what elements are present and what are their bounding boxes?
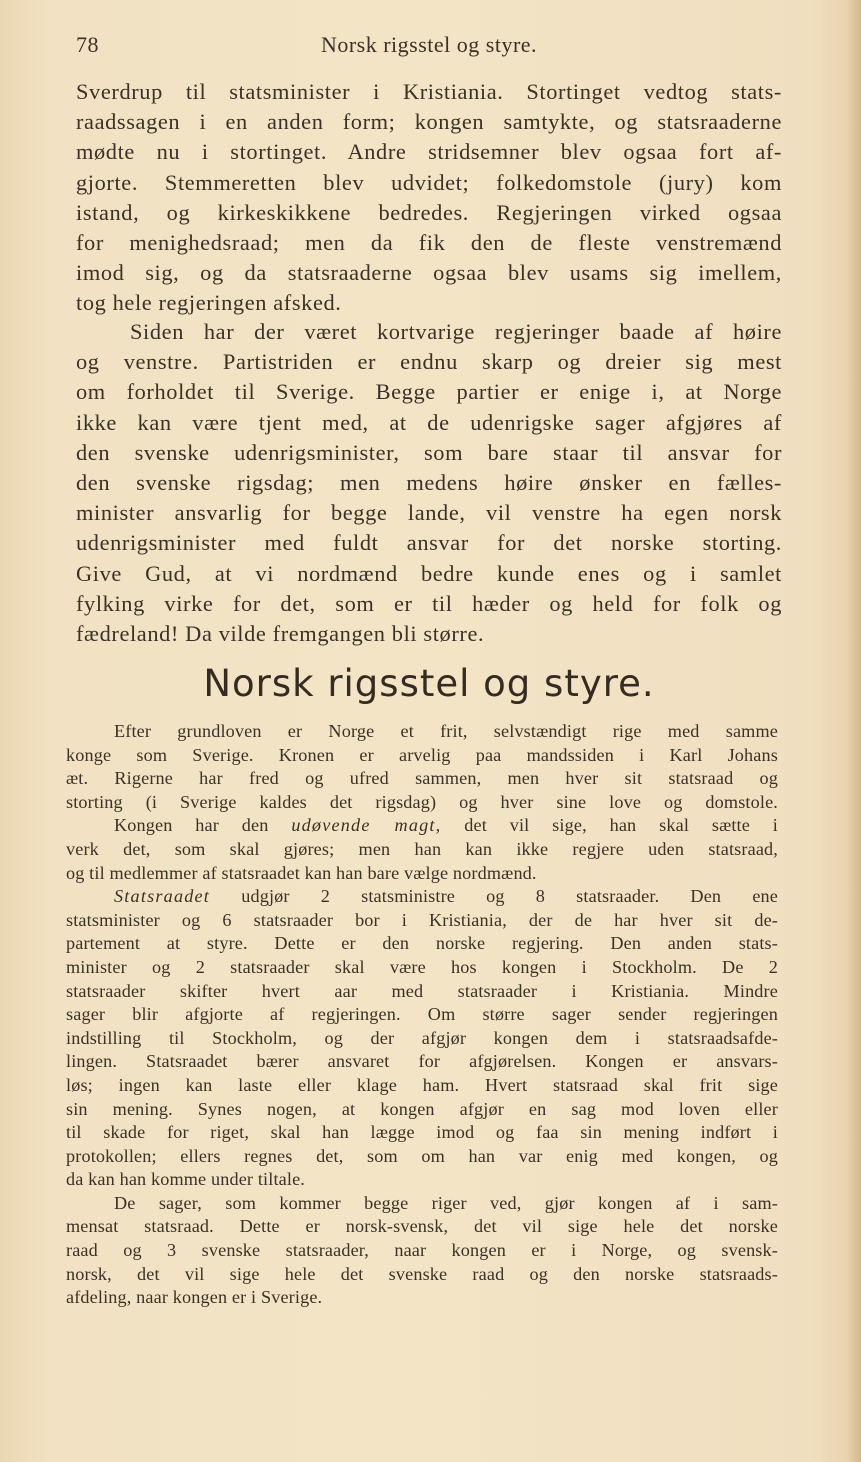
- text-line: æt. Rigerne har fred og ufred sammen, men hver sit statsraad og: [66, 768, 778, 789]
- text-line: Siden har der været kortvarige regjeringer baade af høire: [130, 319, 782, 344]
- text-line: konge som Sverige. Kronen er arvelig paa mandssiden i Karl Johans: [66, 744, 778, 765]
- text-line: løs; ingen kan laste eller klage ham. Hvert statsraad skal frit sige: [66, 1074, 778, 1095]
- text-line: protokollen; ellers regnes det, som om han var enig med kongen, og: [66, 1145, 778, 1166]
- text-line: storting (i Sverige kaldes det rigsdag) og hver sine love og domstole.: [66, 791, 778, 812]
- text-line: istand, og kirkeskikkene bedredes. Regjeringen virked ogsaa: [76, 199, 782, 225]
- text-line: partement at styre. Dette er den norske regjering. Den anden stats-: [66, 933, 778, 954]
- text-line: gjorte. Stemmeretten blev udvidet; folkedomstole (jury) kom: [76, 169, 782, 195]
- text-line: lingen. Statsraadet bærer ansvaret for afgjørelsen. Kongen er ansvars-: [66, 1051, 778, 1072]
- page-edge-shadow: [847, 0, 861, 1462]
- text-line: indstilling til Stockholm, og der afgjør kongen dem i statsraadsafde-: [66, 1027, 778, 1048]
- text-line: mødte nu i stortinget. Andre stridsemner blev ogsaa fort af-: [76, 139, 782, 165]
- text-line: afdeling, naar kongen er i Sverige.: [66, 1287, 323, 1308]
- text-line: og venstre. Partistriden er endnu skarp og dreier sig mest: [76, 349, 782, 375]
- text-run: Kongen har den: [114, 815, 269, 836]
- text-line: og til medlemmer af statsraadet kan han bare vælge nordmænd.: [66, 862, 537, 883]
- text-line: den svenske rigsdag; men medens høire ønsker en fælles-: [76, 469, 782, 495]
- text-line: [66, 885, 778, 909]
- text-line: udenrigsminister med fuldt ansvar for det norske storting.: [76, 530, 782, 556]
- text-line: statsminister og 6 statsraader bor i Kristiania, der de har hver sit de-: [66, 909, 778, 930]
- text-line: minister og 2 statsraader skal være hos kongen i Stockholm. De 2: [66, 956, 778, 977]
- text-line: sin mening. Synes nogen, at kongen afgjør en sag mod loven eller: [66, 1098, 778, 1119]
- text-line: raadssagen i en anden form; kongen samtykte, og statsraaderne: [76, 109, 782, 135]
- text-line: Sverdrup til statsminister i Kristiania. Stortinget vedtog stats-: [76, 79, 782, 104]
- text-line: om forholdet til Sverige. Begge partier er enige i, at Norge: [76, 379, 782, 405]
- text-run: udgjør 2 statsministre og 8 statsraader. Den ene: [241, 886, 779, 907]
- text-line: tog hele regjeringen afsked.: [76, 290, 342, 316]
- emphasis-term: udøvende magt,: [291, 815, 442, 836]
- text-line: ikke kan være tjent med, at de udenrigske sager afgjøres af: [76, 409, 782, 435]
- text-line: til skade for riget, skal han lægge imod og faa sin mening indført i: [66, 1122, 778, 1143]
- paragraph-politics: [76, 317, 782, 649]
- text-line: da kan han komme under tiltale.: [66, 1169, 305, 1190]
- text-line: [66, 814, 778, 838]
- text-run: det vil sige, han skal sætte i: [464, 815, 778, 836]
- text-line: raad og 3 svenske statsraader, naar kongen er i Norge, og svensk-: [66, 1240, 778, 1261]
- running-title: Norsk rigsstel og styre.: [320, 32, 538, 57]
- text-line: minister ansvarlig for begge lande, vil venstre ha egen norsk: [76, 500, 782, 526]
- section-heading: Norsk rigsstel og styre.: [203, 662, 655, 705]
- text-line: mensat statsraad. Dette er norsk-svensk, det vil sige hele det norske: [66, 1216, 778, 1237]
- text-line: den svenske udenrigsminister, som bare staar til ansvar for: [76, 439, 782, 465]
- paragraph-continued: [76, 77, 782, 319]
- text-line: statsraader skifter hvert aar med statsraader i Kristiania. Mindre: [66, 980, 778, 1001]
- text-line: for menighedsraad; men da fik den de fleste venstremænd: [76, 229, 782, 255]
- text-line: verk det, som skal gjøres; men han kan ikke regjere uden statsraad,: [66, 838, 778, 859]
- text-line: fædreland! Da vilde fremgangen bli større.: [76, 620, 485, 646]
- text-line: fylking virke for det, som er til hæder og held for folk og: [76, 590, 782, 616]
- text-line: sager blir afgjorte af regjeringen. Om større sager sender regjeringen: [66, 1004, 778, 1025]
- text-line: Efter grundloven er Norge et frit, selvstændigt rige med samme: [114, 721, 778, 741]
- text-line: Give Gud, at vi nordmænd bedre kunde enes og i samlet: [76, 560, 782, 586]
- text-line: imod sig, og da statsraaderne ogsaa blev usams sig imellem,: [76, 260, 782, 286]
- section-body: [66, 720, 778, 1310]
- text-line: norsk, det vil sige hele det svenske raad og den norske statsraads-: [66, 1263, 778, 1284]
- page-header: [76, 32, 782, 62]
- emphasis-term: Statsraadet: [114, 886, 211, 907]
- page-number: 78: [76, 32, 99, 57]
- text-line: De sager, som kommer begge riger ved, gjør kongen af i sam-: [114, 1192, 778, 1213]
